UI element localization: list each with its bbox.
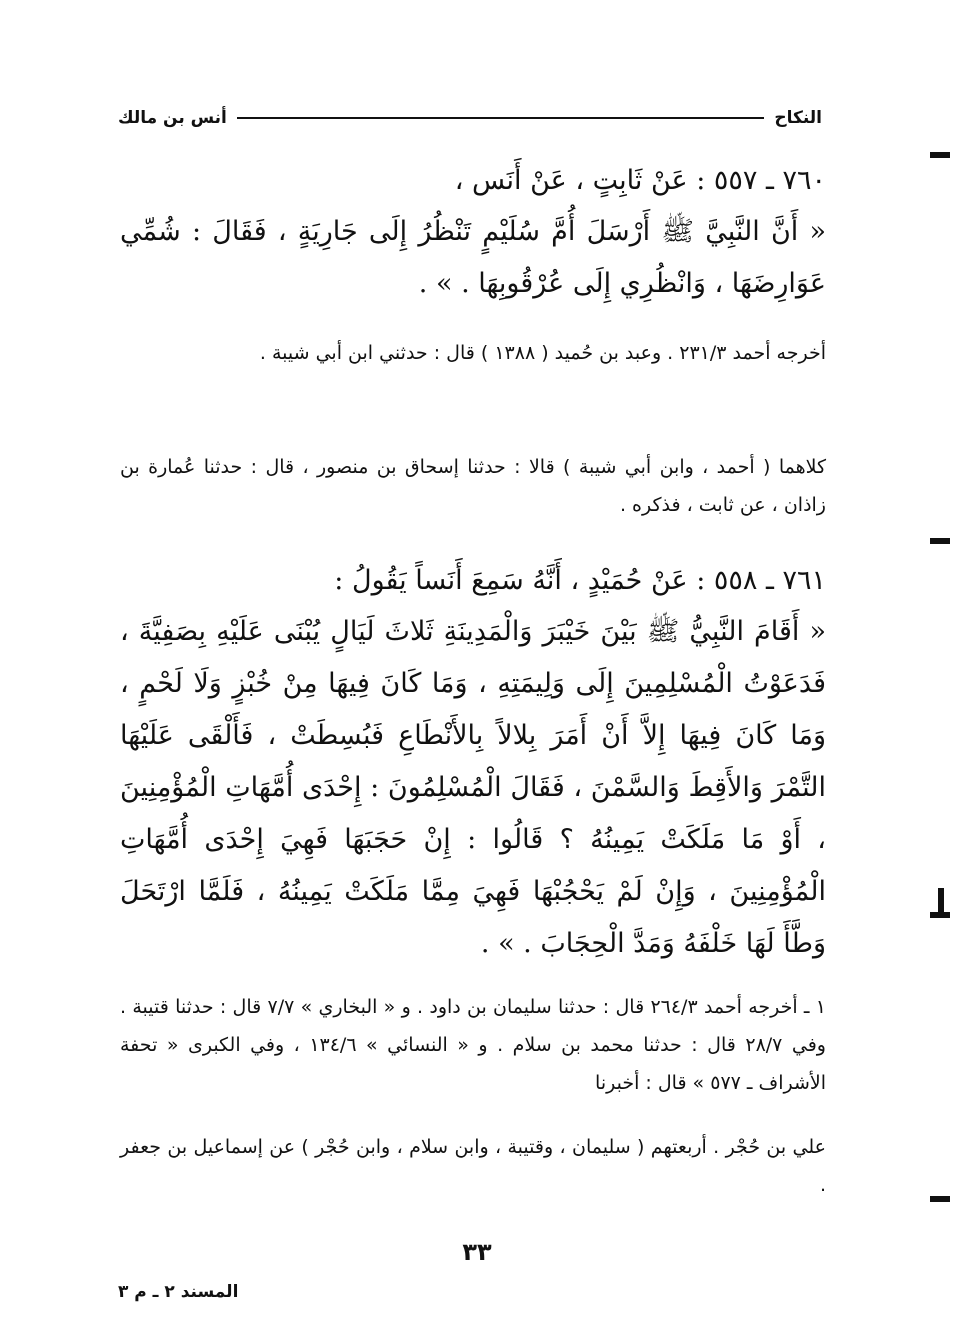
scan-edge-mark — [930, 538, 950, 544]
chapter-title: النكاح — [774, 108, 822, 128]
hadith-760-text: « أَنَّ النَّبِيَّ ﷺ أَرْسَلَ أُمَّ سُلَيْمٍ تَنْظُرُ إِلَى جَارِيَةٍ ، فَقَالَ : شُمِّي عَوَارِضَهَا ، وَانْظُرِي إِلَى عُرْقُوبِهَا . » . — [120, 216, 826, 299]
hadith-761-note-2: علي بن حُجْر . أربعتهم ( سليمان ، وقتيبة ، وابن سلام ، وابن حُجْر ) عن إسماعيل بن جعفر . — [120, 1136, 826, 1196]
page-number: ٣٣ — [462, 1238, 492, 1266]
narrator-title: أنس بن مالك — [118, 108, 227, 128]
hadith-761-heading: ٧٦١ ـ ٥٥٨ : عَنْ حُمَيْدٍ ، أَنَّهُ سَمِعَ أَنَساً يَقُولُ : — [334, 565, 826, 596]
header-rule — [237, 117, 764, 119]
hadith-761-note-1: ١ ـ أخرجه أحمد ٢٦٤/٣ قال : حدثنا سليمان بن داود . و « البخاري » ٧/٧ قال : حدثنا قتيبة . وفي ٢٨/٧ قال : حدثنا محمد بن سلام . و « النسائي » ١٣٤/٦ ، وفي الكبرى « تحفة الأشراف ـ ٥٧٧ » قال : أخبرنا — [120, 996, 826, 1094]
hadith-760-note-2: كلاهما ( أحمد ، وابن أبي شيبة ) قالا : حدثنا إسحاق بن منصور ، قال : حدثنا عُمارة بن زاذان ، عن ثابت ، فذكره . — [120, 456, 826, 516]
scan-edge-mark — [930, 152, 950, 158]
hadith-760-note-1: أخرجه أحمد ٢٣١/٣ . وعبد بن حُميد ( ١٣٨٨ ) قال : حدثني ابن أبي شيبة . — [259, 342, 826, 364]
signature-mark: المسند ٢ ـ م ٣ — [118, 1282, 239, 1302]
hadith-761-text: « أَقَامَ النَّبِيُّ ﷺ بَيْنَ خَيْبَرَ وَالْمَدِينَةِ ثَلاثَ لَيَالٍ يُبْنَى عَلَيْهِ بِصَفِيَّةَ ، فَدَعَوْتُ الْمُسْلِمِينَ إِلَى وَلِيمَتِهِ ، وَمَا كَانَ فِيهَا مِنْ خُبْزٍ وَلَا لَحْمٍ ، وَمَا كَانَ فِيهَا إِلاَّ أَنْ أَمَرَ بِلالاً بِالأَنْطَاعِ فَبُسِطَتْ ، فَأَلْقَى عَلَيْهَا التَّمْرَ وَالأَقِطَ وَالسَّمْنَ ، فَقَالَ الْمُسْلِمُونَ : إِحْدَى أُمَّهَاتِ الْمُؤْمِنِينَ ، أَوْ مَا مَلَكَتْ يَمِينُهُ ؟ قَالُوا : إِنْ حَجَبَهَا فَهِيَ إِحْدَى أُمَّهَاتِ الْمُؤْمِنِينَ ، وَإِنْ لَمْ يَحْجُبْهَا فَهِيَ مِمَّا مَلَكَتْ يَمِينُهُ ، فَلَمَّا ارْتَحَلَ وَطَّأَ لَهَا خَلْفَهُ وَمَدَّ الْحِجَابَ . » . — [120, 616, 826, 959]
running-header — [118, 100, 822, 136]
scan-edge-mark — [930, 912, 950, 918]
scan-edge-mark — [930, 1196, 950, 1202]
hadith-760-heading: ٧٦٠ ـ ٥٥٧ : عَنْ ثَابِتٍ ، عَنْ أَنَس ، — [454, 165, 826, 196]
